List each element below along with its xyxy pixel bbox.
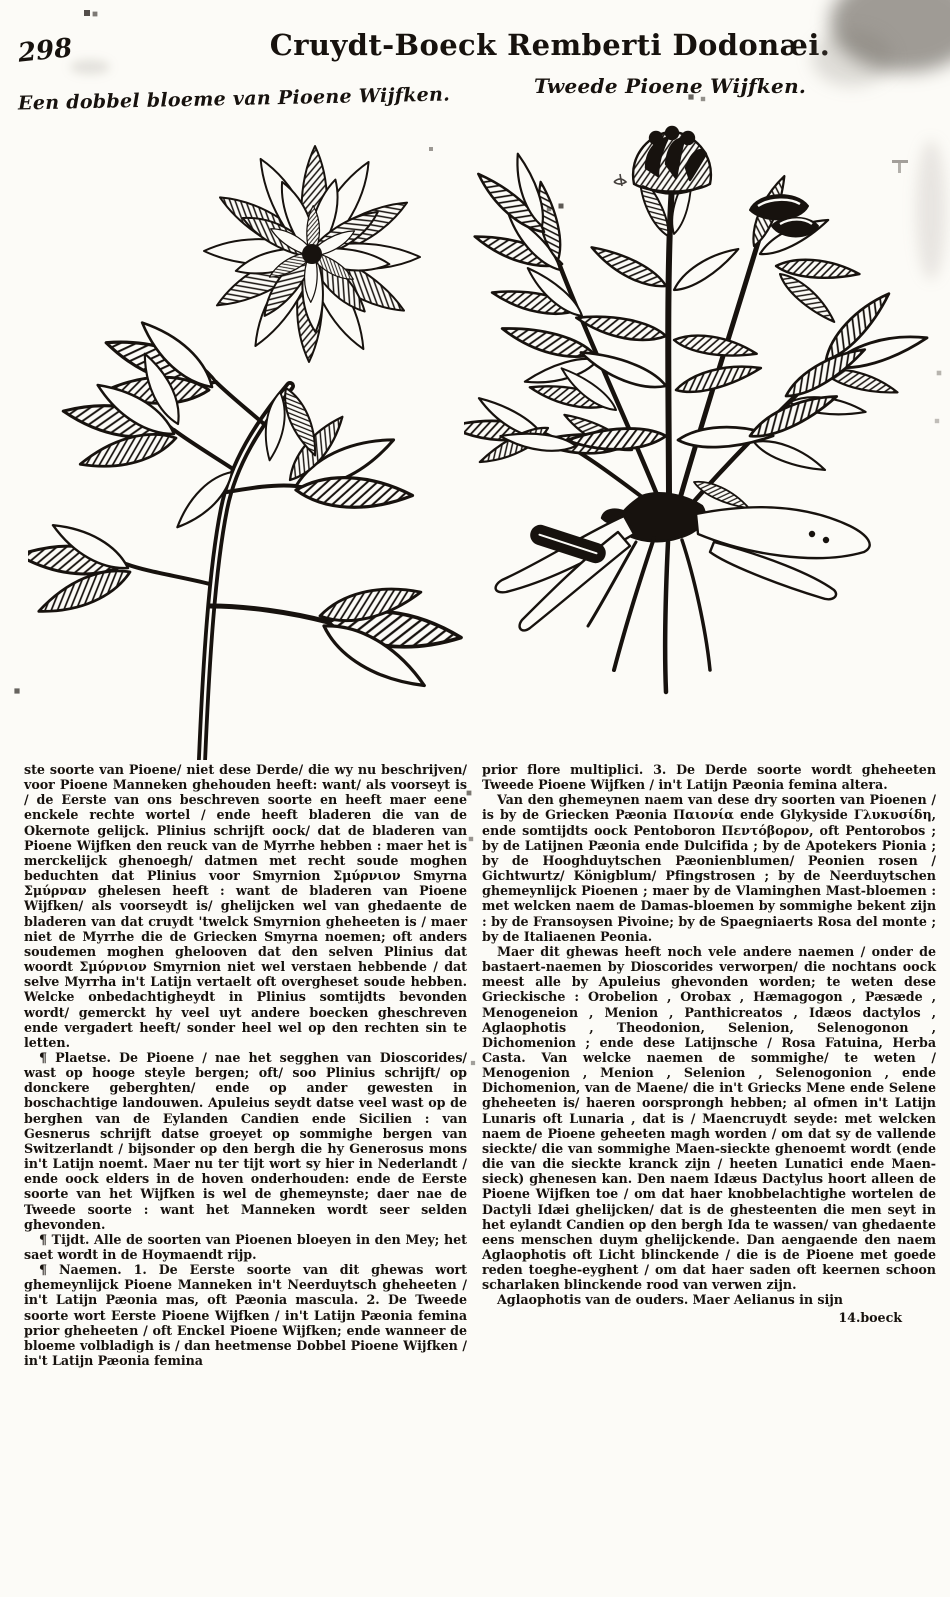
paragraph-tijdt: ¶ Tijdt. Alle de soorten van Pioenen bloeyen in den Mey; het saet wordt in de Hoymaendt rijp.	[24, 1231, 467, 1262]
woodcut-double-peony	[28, 124, 470, 760]
flower	[633, 127, 711, 194]
leaves	[28, 311, 463, 702]
scan-smudge	[70, 60, 110, 74]
double-flower	[204, 146, 420, 362]
double-peony-illustration	[28, 124, 470, 760]
roots	[496, 493, 870, 692]
paragraph-names: Van den ghemeynen naem van dese dry soorten van Pioenen / is by de Griecken Pæonia Παιονία ende Glykyside Γλυκυσίδη, ende somtijdts oock Pentoboron Πεντόβορον, oft Pentorobos ; by de Latijnen Pæonia ende Dulcifida ; by de Apotekers Pionia ; by de Hooghduytschen Pæonienblumen/ Peonien rosen / Gichtwurtz/ Königblum/ Pfingstrosen ; by de Neerduytschen ghemeynlijck Pioenen ; maer by de Vlaminghen Mast-bloemen : met welcken naem de Damas-bloemen by sommighe bekent zijn : by de Fransoysen Pivoine; by de Spaegniaerts Rosa del monte ; by de Italiaenen Peonia.	[482, 792, 936, 944]
catchword: 14.boeck	[838, 1309, 902, 1325]
right-text-column	[482, 762, 936, 1325]
right-figure-caption: Tweede Pioene Wijfken.	[534, 74, 807, 98]
page-number: 298	[16, 33, 74, 69]
woodcut-second-peony	[464, 114, 942, 764]
leaves	[464, 151, 930, 516]
paragraph: ste soorte van Pioene/ niet dese Derde/ die wy nu beschrijven/ voor Pioene Manneken ghehouden heeft: want/ als voorseyt is / de Eerste van ons beschreven soorte en heeft maer eene enckele rechte wortel / ende heeft bladeren die van de Okernote gelijck. Plinius schrijft oock/ dat de bladeren van Pioene Wijfken den reuck van de Myrrhe hebben : maer het is merckelijck ghenoegh/ datmen met recht soude moghen beduchten dat Plinius voor Smyrnion Σμύρνιον Smyrna Σμύρναν ghelesen heeft : want de bladeren van Pioene Wijfken/ als voorseydt is/ ghelijcken wel van ghedaente de bladeren van dat cruydt 'twelck Smyrnion gheheeten is / maer niet de Myrrhe die de Griecken Smyrna noemen; oft anders soudemen moghen ghelooven dat den selven Plinius dat woordt Σμύρνιον Smyrnion niet wel verstaen hebbende / dat selve Myrrha in't Latijn vertaelt oft overgheset soude hebben. Welcke onbedachtigheydt in Plinius somtijdts bevonden wordt/ gemerckt hy veel uyt andere boecken gheschreven ende vergadert heeft/ sonder heel wel op den rechten sin te letten.	[24, 762, 467, 1050]
paragraph-aglaophotis: Aglaophotis van de ouders. Maer Aelianus in sijn	[497, 1292, 843, 1308]
ink-specks	[0, 0, 2, 2]
paragraph-naemen: ¶ Naemen. 1. De Eerste soorte van dit ghewas wort ghemeynlijck Pioene Manneken in't Neerduytsch gheheeten / in't Latijn Pæonia mas, oft Pæonia mascula. 2. De Tweede soorte wort Eerste Pioene Wijfken / in't Latijn Pæonia femina prior gheheeten / oft Enckel Pioene Wijfken; ende wanneer de bloeme volbladigh is / dan heetmense Dobbel Pioene Wijfken / in't Latijn Pæonia femina	[24, 1262, 467, 1369]
paragraph-bastard-names: Maer dit ghewas heeft noch vele andere naemen / onder de bastaert-naemen by Dioscorides verworpen/ die nochtans oock meest alle by Apuleius ghevonden worden; te weten dese Grieckische : Orobelion , Orobax , Hæmagogon , Pæsæde , Menogeneion , Menion , Panthicreatos , Idæos dactylos , Aglaophotis , Theodonion, Selenion, Selenogonon , Dichomenion ; ende dese Latijnsche / Rosa Fatuina, Herba Casta. Van welcke naemen de sommighe/ te weten / Menogenion , Menion , Selenion , Selenogonion , ende Dichomenion, van de Maene/ die in't Griecks Mene ende Selene gheheeten is/ haeren oorsprongh hebben; al ofmen in't Latijn Lunaris oft Lunaria , dat is / Maencruydt seyde: met welcken naem de Pioene geheeten magh worden / om dat sy de vallende sieckte/ die van sommighe Maen-sieckte ghenoemt wordt (ende die van die sieckte kranck zijn / heeten Lunatici ende Maen-sieck) ghenesen kan. Den naem Idæus Dactylus hoort alleen de Pioene Wijfken toe / om dat haer knobbelachtighe wortelen de Dactyli Idæi ghelijcken/ dat is de ghesteenten die men seyt in het eylandt Candien op den bergh Ida te wassen/ van ghedaente eens menschen duym ghelijckende. Dan aengaende den naem Aglaophotis oft Licht blinckende / die is de Pioene met goede reden toeghe-eyghent / om dat haer saden oft keernen schoon scharlaken blinckende rood van verwen zijn.	[482, 943, 936, 1293]
ink-squiggle	[614, 174, 626, 186]
left-figure-caption: Een dobbel bloeme van Pioene Wijfken.	[17, 83, 451, 115]
paragraph: prior flore multiplici. 3. De Derde soorte wordt gheheeten Tweede Pioene Wijfken / in't Latijn Pæonia femina altera.	[482, 762, 936, 793]
running-title: Cruydt-Boeck Remberti Dodonæi.	[269, 28, 831, 62]
paragraph-plaetse: ¶ Plaetse. De Pioene / nae het segghen van Dioscorides/ wast op hooge steyle bergen; oft/ soo Plinius schrijft/ op donckere geberghten/ ende op ander gewesten in boschachtige landouwen. Apuleius seydt datse veel wast op de berghen van de Eylanden Candien ende Sicilien : van Gesnerus schrijft datse groeyet op sommighe bergen van Switzerlandt / bijsonder op den bergh die hy Generosus mons in't Latijn noemt. Maer nu ter tijt wort sy hier in Nederlandt / ende oock elders in de hoven onderhouden: ende de Eerste soorte van het Wijfken is wel de ghemeynste; daer nae de Tweede soorte : want het Manneken wordt seer selden ghevonden.	[24, 1049, 467, 1232]
second-peony-illustration	[464, 114, 942, 764]
left-text-column	[24, 762, 467, 1368]
